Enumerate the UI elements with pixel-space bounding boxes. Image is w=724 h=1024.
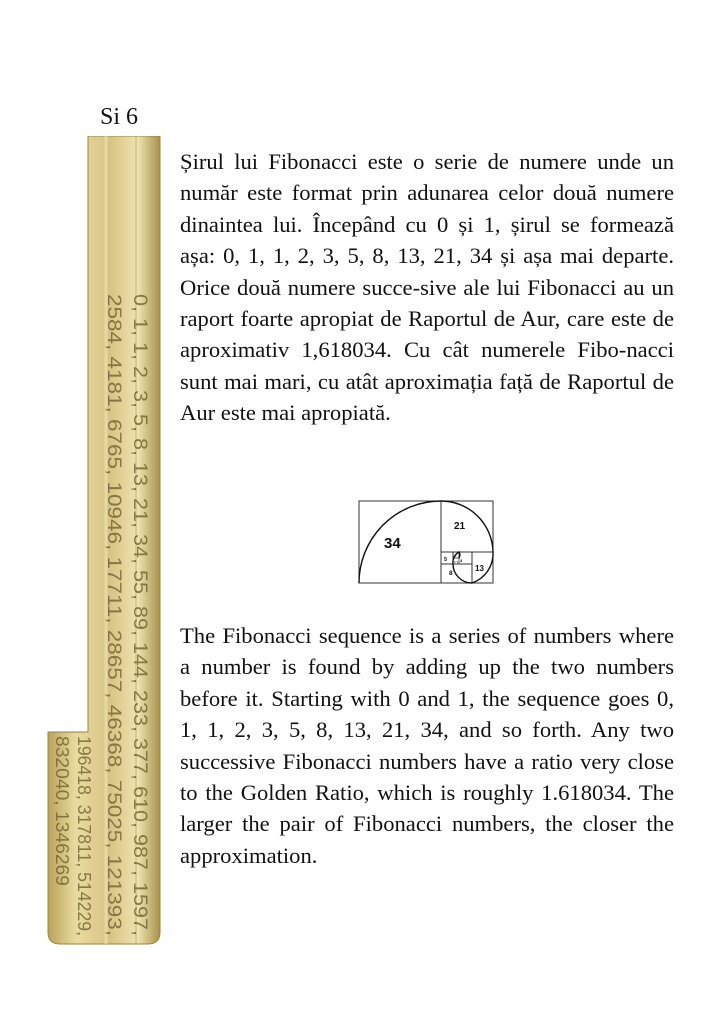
romanian-paragraph: Șirul lui Fibonacci este o serie de numere unde un număr este format prin adunarea celor două numere dinaintea lui. Începând cu 0 și 1, șirul se formează așa: 0, 1, 1, 2, 3, 5, 8, 13, 21, 34 și așa mai departe. Orice două numere succe-sive ale lui Fibonacci au un raport foarte apropiat de Raportul de Aur, care este de aproximativ 1,618034. Cu cât numerele Fibo-nacci sunt mai mari, cu atât aproximația față de Raportul de Aur este mai apropiată.: [180, 149, 674, 426]
square-3-label: 3: [460, 558, 463, 563]
brass-plate-image: [46, 136, 162, 946]
plate-line-2: 2584, 4181, 6765, 10946, 17711, 28657, 46368, 75025, 121393,: [103, 294, 124, 837]
square-21-label: 21: [454, 521, 466, 532]
square-5-label: 5: [444, 557, 448, 563]
square-1a-label: 1: [454, 560, 456, 564]
square-2-label: 2: [454, 554, 456, 558]
square-8-label: 8: [449, 570, 453, 577]
plate-line-4: 832040, 1346269: [52, 736, 72, 877]
square-13-label: 13: [475, 564, 484, 573]
square-34-label: 34: [384, 535, 401, 552]
square-1b-label: 1: [456, 560, 459, 564]
page-label: Si 6: [100, 104, 139, 130]
plate-line-1: 0, 1, 1, 2, 3, 5, 8, 13, 21, 34, 55, 89, 144, 233, 377, 610, 987, 1597,: [129, 294, 150, 860]
plate-line-3: 196418, 317811, 514229,: [74, 736, 94, 940]
english-paragraph: The Fibonacci sequence is a series of numbers where a number is found by adding up the two numbers before it. Starting with 0 and 1, the sequence goes 0, 1, 1, 2, 3, 5, 8, 13, 21, 34, and so forth. Any two successive Fibonacci numbers have a ratio very close to the Golden Ratio, which is roughly 1.618034. The larger the pair of Fibonacci numbers, the closer the approximation.: [180, 623, 674, 868]
fibonacci-spiral-diagram: [358, 500, 494, 584]
